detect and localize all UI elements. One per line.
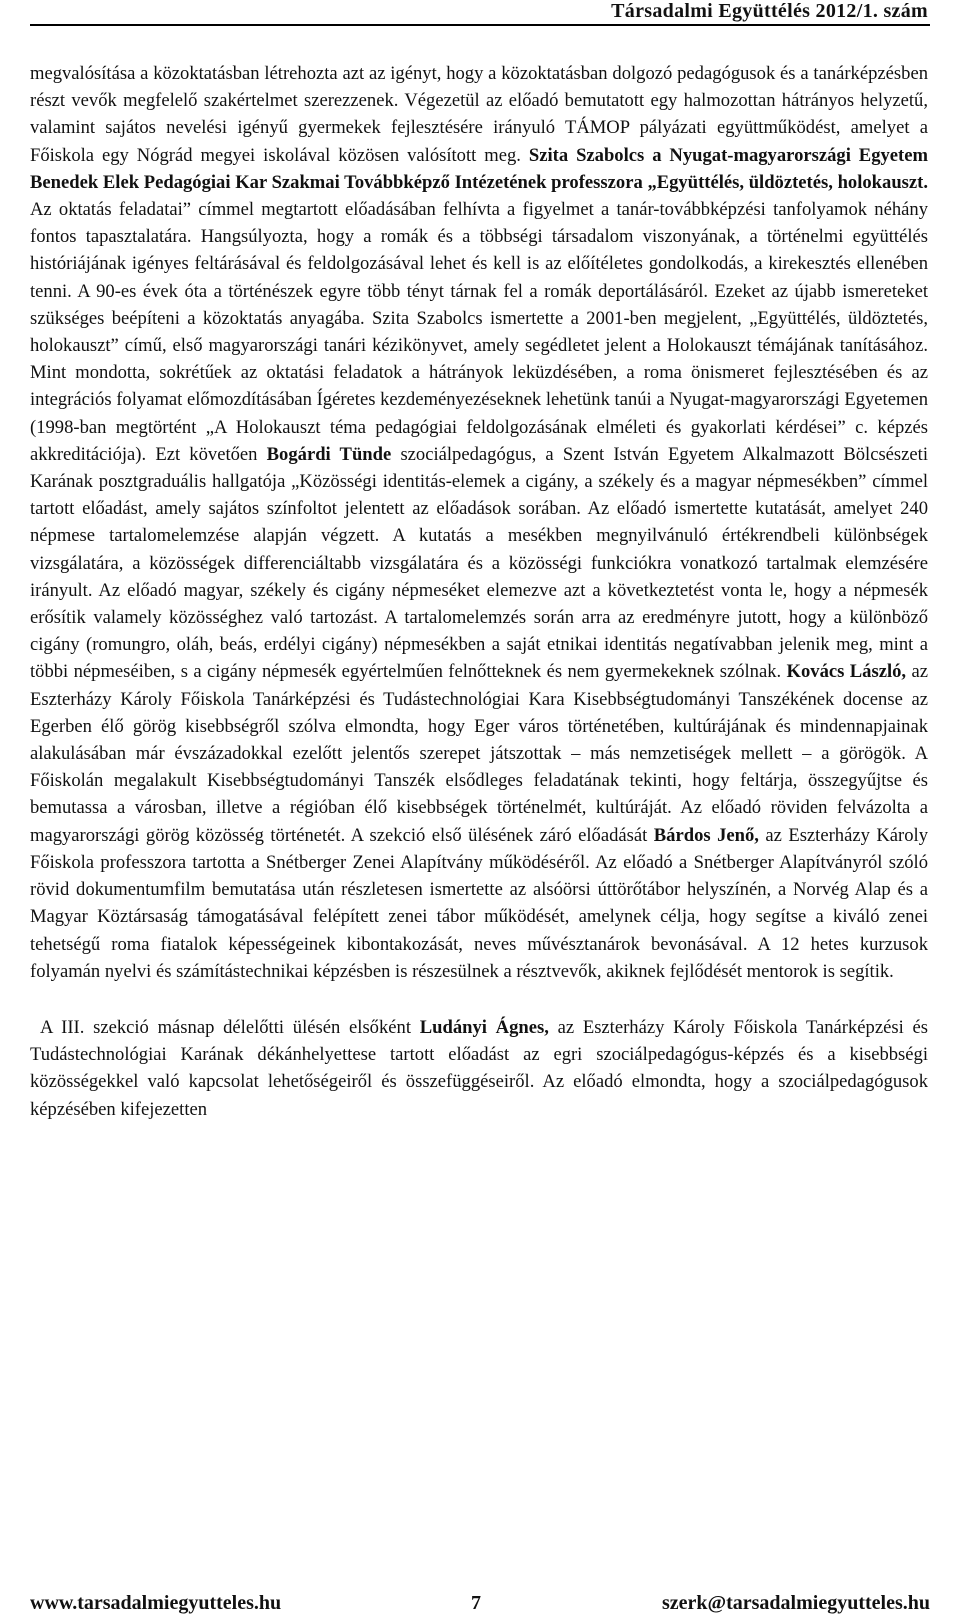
text-run: az Eszterházy Károly Főiskola professzora tartotta a Snétberger Zenei Alapítvány működéséről. Az előadó a Snétberger Alapítványról szóló rövid dokumentumfilm bemutatása után részletesen ismertette az alsóörsi úttörőtábor helyszínén, a Norvég Alap és a Magyar Köztársaság támogatásával felépített zenei tábor működését, amelynek célja, hogy segítse a kiváló zenei tehetségű roma fiatalok képességeinek kibontakozását, neves művésztanárok bevonásával. A 12 hetes kurzusok folyamán nyelvi és számítástechnikai képzésben is részesülnek a résztvevők, akiknek fejlődését mentorok is segítik.: [30, 824, 928, 982]
bold-name-run: Bárdos Jenő,: [653, 824, 759, 846]
text-run: az Eszterházy Károly Főiskola Tanárképzési és Tudástechnológiai Karának dékánhelyettese tartott előadást az egri szociálpedagógus-képzés és a kisebbségi közösségekkel való kapcsolat lehetőségeiről és összefüggéseiről. Az előadó elmondta, hogy a szociálpedagógusok képzésében kifejezetten: [30, 1016, 928, 1120]
header-divider: [30, 24, 930, 26]
text-run: az Eszterházy Károly Főiskola Tanárképzési és Tudástechnológiai Kara Kisebbségtudományi Tanszékének docense az Egerben élő görög kisebbségről szólva elmondta, hogy Eger város történetében, kultúrájának és mindennapjainak alakulásában már évszázadokkal ezelőtt jelentős szerepet játszottak – más nemzetiségek mellett – a görögök. A Főiskolán megalakult Kisebbségtudományi Tanszék elsődleges feladatának tekinti, hogy feltárja, összegyűjtse és bemutassa a városban, illetve a régióban élő kisebbségek történelmét, kultúráját. Az előadó röviden felvázolta a magyarországi görög közösség történetét. A szekció első ülésének záró előadását: [30, 661, 928, 846]
page-number: 7: [471, 1592, 481, 1614]
text-run: Az oktatás feladatai” címmel megtartott előadásában felhívta a figyelmet a tanár-továbbképzési tanfolyamok néhány fontos tapasztalatára. Hangsúlyozta, hogy a romák és a többségi társadalom viszonyának, a történelmi együttélés históriájának igényes feltárásával és feldolgozásával lehet és kell is az előítéletes gondolkodás, a kirekesztés ellenében tenni. A 90-es évek óta a történészek egyre több tényt tárnak fel a romák deportálásáról. Ezeket az újabb ismereteket szükséges beépíteni a közoktatás anyagába. Szita Szabolcs ismertette a 2001-ben megjelent, „Együttélés, üldöztetés, holokauszt” című, első magyarországi tanári kézikönyvet, amely segédletet jelent a Holokauszt témájának tanításához. Mint mondotta, sokrétűek az oktatási feladatok a hátrányok leküzdésében, a roma önismeret fejlesztésében és az integrációs folyamat előmozdításában Ígéretes kezdeményezéseknek lehetünk tanúi a Nyugat-magyarországi Egyetemen (1998-ban megtörtént „A Holokauszt téma pedagógiai feldolgozásának elméleti és gyakorlati kérdései” c. képzés akkreditációja). Ezt követően: [30, 199, 928, 465]
bold-name-run: Szita Szabolcs a Nyugat-magyarországi Egyetem Benedek Elek Pedagógiai Kar Szakmai Továbbképző Intézetének professzora „Együttélés, üldöztetés, holokauszt.: [30, 144, 928, 193]
article-body: [30, 60, 928, 1123]
text-run: A III. szekció másnap délelőtti ülésén elsőként: [40, 1016, 420, 1038]
running-header: Társadalmi Együttélés 2012/1. szám: [611, 0, 928, 22]
text-run: szociálpedagógus, a Szent István Egyetem Alkalmazott Bölcsészeti Karának posztgraduális hallgatója „Közösségi identitás-elemek a cigány, a székely és a magyar népmesékben” címmel tartott előadást, amely sajátos színfoltot jelentett az előadások sorában. Az előadó ismertette kutatását, amelyet 240 népmese tartalomelemzése alapján végzett. A kutatás a mesékben megnyilvánuló értékrendbeli különbségek vizsgálatára, a közösségek differenciáltabb vizsgálatára és a közösségi funkciókra vonatkozó tartalmak elemzésére irányult. Az előadó magyar, székely és cigány népmeséket elemezve azt a következtetést vonta le, hogy a népmesék erősítik valamely közösséghez való tartozást. A tartalomelemzés során arra az eredményre jutott, hogy a különböző cigány (romungro, oláh, beás, erdélyi cigány) népmesékben a saját etnikai identitás negatívabban jelenik meg, mint a többi népmeséiben, s a cigány népmesék egyértelműen felnőtteknek és nem gyermekeknek szólnak.: [30, 443, 929, 683]
page-footer: [30, 1590, 930, 1618]
body-paragraph-1: [30, 60, 928, 985]
footer-email-link[interactable]: szerk@tarsadalmiegyutteles.hu: [661, 1592, 930, 1614]
bold-name-run: Kovács László,: [786, 661, 907, 683]
bold-name-run: Ludányi Ágnes,: [419, 1016, 549, 1038]
bold-name-run: Bogárdi Tünde: [266, 443, 392, 465]
text-run: megvalósítása a közoktatásban létrehozta azt az igényt, hogy a közoktatásban dolgozó pedagógusok és a tanárképzésben részt vevők megfelelő szakértelmet szerezzenek. Végezetül az előadó bemutatott egy halmozottan hátrányos helyzetű, valamint sajátos nevelési igényű gyermekek fejlesztésére irányuló TÁMOP pályázati együttműködést, amelyet a Főiskola egy Nógrád megyei iskolával közösen valósított meg.: [30, 63, 928, 166]
footer-website-link[interactable]: www.tarsadalmiegyutteles.hu: [30, 1592, 282, 1614]
body-paragraph-2: [30, 1014, 928, 1123]
